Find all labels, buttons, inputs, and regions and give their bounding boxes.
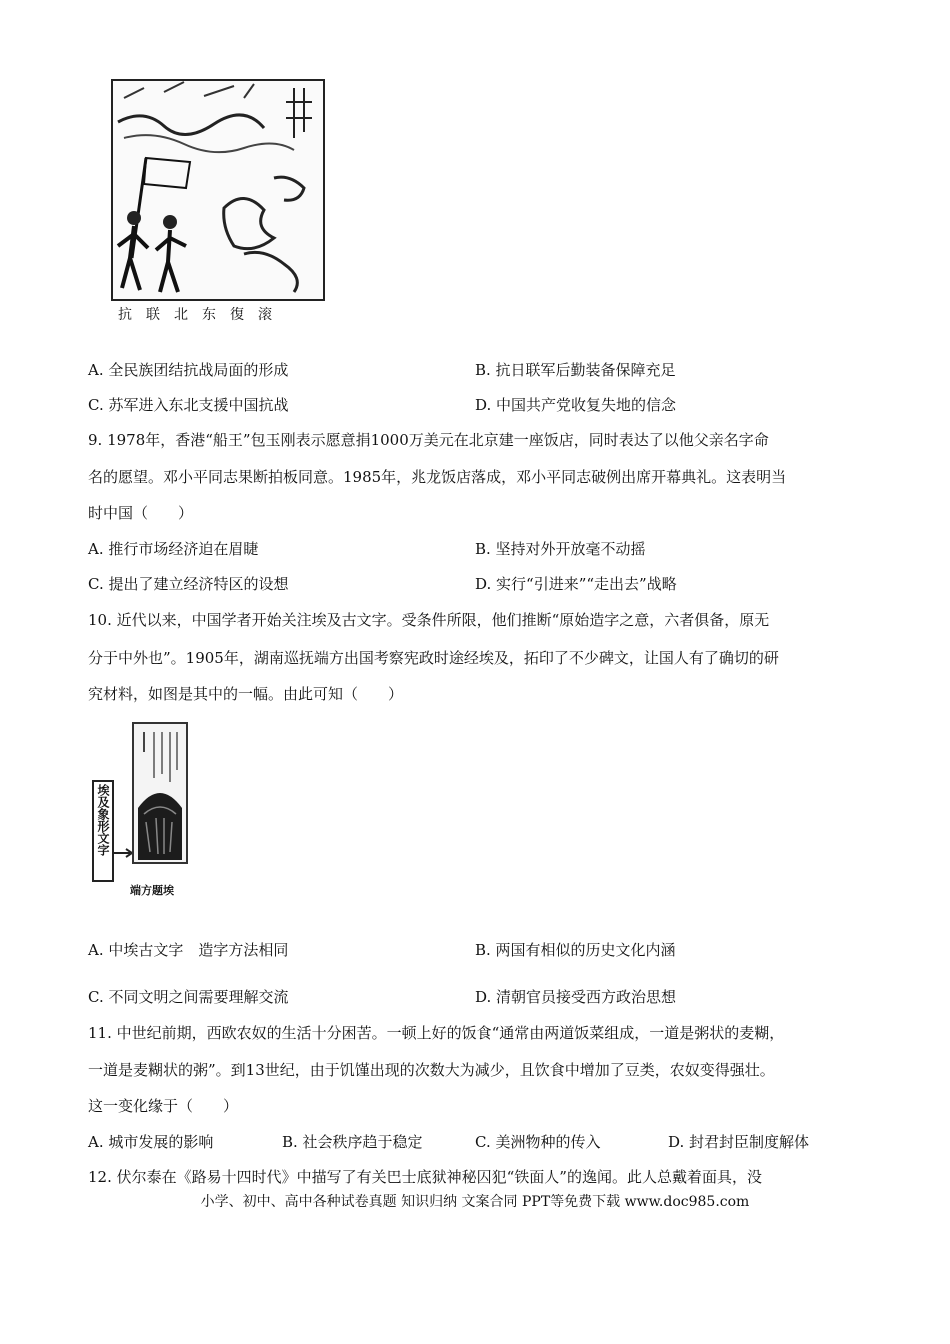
q11-option-c[interactable]: C. 美洲物种的传入 — [475, 1133, 601, 1151]
q11-stem-line-1: 11. 中世纪前期，西欧农奴的生活十分困苦。一顿上好的饭食“通常由两道饭菜组成，一道是粥状的麦糊， — [88, 1024, 785, 1042]
page-footer: 小学、初中、高中各种试卷真题 知识归纳 文案合同 PPT等免费下载 www.doc985.com — [200, 1194, 750, 1210]
q10-option-a[interactable]: A. 中埃古文字 造字方法相同 — [88, 941, 289, 959]
figure-caption: 端方题埃 — [130, 884, 174, 897]
stele-rubbing — [132, 722, 188, 864]
q11-option-d[interactable]: D. 封君封臣制度解体 — [668, 1133, 810, 1151]
q11-option-a[interactable]: A. 城市发展的影响 — [88, 1133, 214, 1151]
woodcut-illustration — [104, 78, 330, 326]
figure-label-box — [92, 780, 114, 882]
q8-option-b[interactable]: B. 抗日联军后勤装备保障充足 — [475, 361, 676, 379]
woodcut-drawing — [104, 78, 330, 326]
q9-option-c[interactable]: C. 提出了建立经济特区的设想 — [88, 575, 289, 593]
q9-option-a[interactable]: A. 推行市场经济迫在眉睫 — [88, 540, 259, 558]
q10-option-b[interactable]: B. 两国有相似的历史文化内涵 — [475, 941, 676, 959]
q11-stem-line-2: 一道是麦糊状的粥”。到13世纪，由于饥馑出现的次数大为减少，且饮食中增加了豆类，农奴变得强壮。 — [88, 1061, 775, 1079]
q8-option-d[interactable]: D. 中国共产党收复失地的信念 — [475, 396, 677, 414]
q10-stem-line-1: 10. 近代以来，中国学者开始关注埃及古文字。受条件所限，他们推断“原始造字之意，六者俱备，原无 — [88, 611, 770, 629]
q9-option-d[interactable]: D. 实行“引进来”“走出去”战略 — [475, 575, 677, 593]
figure-label: 埃及象形文字 — [96, 784, 110, 856]
arrow-icon — [114, 848, 134, 858]
q11-option-b[interactable]: B. 社会秩序趋于稳定 — [282, 1133, 423, 1151]
q8-option-a[interactable]: A. 全民族团结抗战局面的形成 — [88, 361, 289, 379]
q9-stem-line-3: 时中国（ ） — [88, 504, 194, 522]
q10-stem-line-3: 究材料，如图是其中的一幅。由此可知（ ） — [88, 685, 404, 703]
stele-figure — [90, 722, 200, 902]
q9-stem-line-1: 9. 1978年，香港“船王”包玉刚表示愿意捐1000万美元在北京建一座饭店，同时表达了以他父亲名字命 — [88, 431, 769, 449]
woodcut-caption: 抗联北东復滚 — [118, 307, 286, 323]
q8-option-c[interactable]: C. 苏军进入东北支援中国抗战 — [88, 396, 289, 414]
q10-stem-line-2: 分于中外也”。1905年，湖南巡抚端方出国考察宪政时途经埃及，拓印了不少碑文，让国人有了确切的研 — [88, 649, 779, 667]
q10-option-d[interactable]: D. 清朝官员接受西方政治思想 — [475, 988, 677, 1006]
q9-stem-line-2: 名的愿望。邓小平同志果断拍板同意。1985年，兆龙饭店落成，邓小平同志破例出席开幕典礼。这表明当 — [88, 468, 787, 486]
q12-stem-line-1: 12. 伏尔泰在《路易十四时代》中描写了有关巴士底狱神秘囚犯“铁面人”的逸闻。此人总戴着面具，没 — [88, 1168, 762, 1186]
q11-stem-line-3: 这一变化缘于（ ） — [88, 1097, 239, 1115]
q10-option-c[interactable]: C. 不同文明之间需要理解交流 — [88, 988, 289, 1006]
q9-option-b[interactable]: B. 坚持对外开放毫不动摇 — [475, 540, 646, 558]
